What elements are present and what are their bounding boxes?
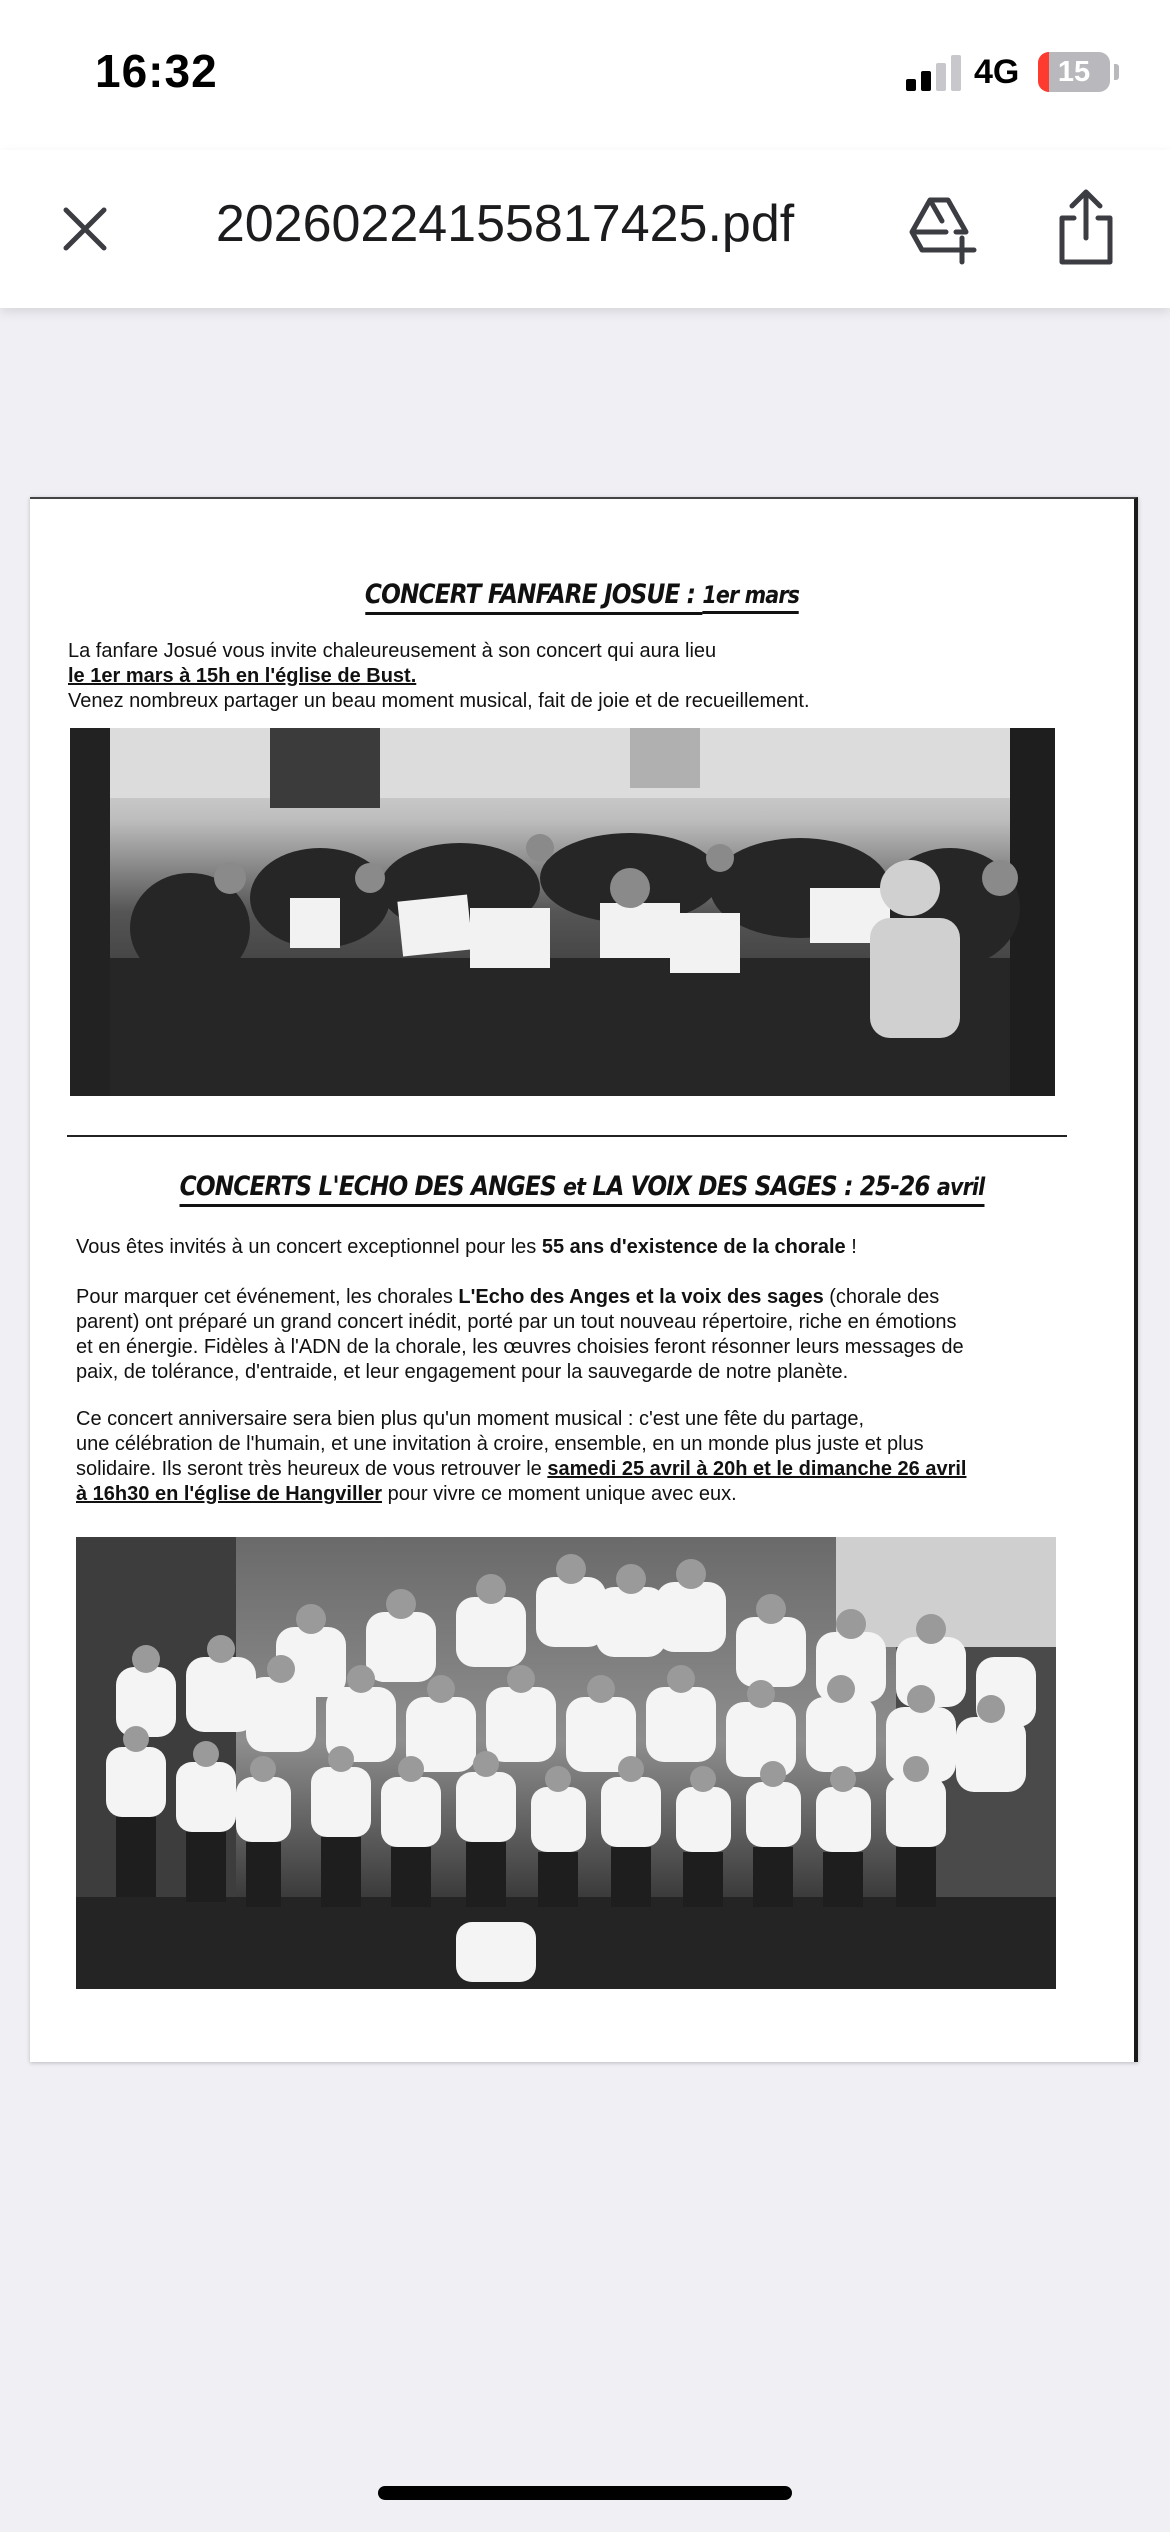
section2-paragraph1 <box>76 1235 857 1260</box>
signal-icon <box>906 55 962 91</box>
section2-p2-l3: et en énergie. Fidèles à l'ADN de la chorale, les œuvres choisies feront résonner leurs messages de <box>76 1336 964 1358</box>
section2-title <box>107 1171 1056 1202</box>
close-button[interactable] <box>50 194 120 264</box>
section2-p3-l2: une célébration de l'humain, et une invitation à croire, ensemble, en un monde plus juste et plus <box>76 1433 924 1455</box>
section-divider <box>67 1135 1067 1137</box>
section2-title-main: CONCERTS L'ECHO DES ANGES <box>180 1171 563 1207</box>
section2-p2-l2: parent) ont préparé un grand concert inédit, porté par un tout nouveau répertoire, riche en émotions <box>76 1311 957 1333</box>
section2-p2-l1b: L'Echo des Anges et la voix des sages <box>458 1286 824 1308</box>
section2-p3-l3a: solidaire. Ils seront très heureux de vous retrouver le <box>76 1458 548 1480</box>
section2-paragraph2 <box>76 1285 964 1385</box>
section2-p3-l4a: à 16h30 en l'église de Hangviller <box>76 1483 383 1505</box>
band-concert-image <box>70 728 1055 1096</box>
document-title: 20260224155817425.pdf <box>215 195 795 253</box>
section2-title-text <box>180 1171 985 1207</box>
pdf-page[interactable] <box>30 497 1138 2062</box>
section2-p3-l4b: pour vivre ce moment unique avec eux. <box>382 1483 737 1505</box>
section2-p3-l1: Ce concert anniversaire sera bien plus qu'un moment musical : c'est une fête du partage, <box>76 1408 865 1430</box>
network-type: 4G <box>974 53 1020 91</box>
signal-bar <box>921 71 931 91</box>
section1-title <box>107 579 1056 610</box>
section2-p2-l1a: Pour marquer cet événement, les chorales <box>76 1286 459 1308</box>
section1-line1: La fanfare Josué vous invite chaleureusement à son concert qui aura lieu <box>68 640 717 662</box>
section2-p1-b: 55 ans d'existence de la chorale <box>541 1236 846 1258</box>
status-time: 16:32 <box>95 45 218 97</box>
signal-bar <box>936 63 946 91</box>
section2-p3-l3b: samedi 25 avril à 20h et le dimanche 26 avril <box>547 1458 967 1480</box>
choir-image <box>76 1537 1056 1989</box>
battery-icon <box>1038 52 1110 92</box>
status-bar <box>0 0 1170 150</box>
section1-line2: le 1er mars à 15h en l'église de Bust. <box>68 665 417 687</box>
section2-title-rest: LA VOIX DES SAGES : 25-26 <box>585 1171 937 1202</box>
battery-cap <box>1114 64 1119 80</box>
section2-p2-l4: paix, de tolérance, d'entraide, et leur engagement pour la sauvegarde de notre planète. <box>76 1361 849 1383</box>
section2-p2-l1c: (chorale des <box>823 1286 940 1308</box>
section2-title-and: et <box>563 1173 586 1201</box>
add-to-drive-button[interactable] <box>900 188 980 268</box>
choir-photo <box>76 1537 1056 1989</box>
add-to-drive-icon <box>900 188 980 268</box>
section1-text <box>68 639 810 714</box>
pdf-viewer-toolbar <box>0 150 1170 308</box>
battery-level: 15 <box>1057 56 1091 88</box>
signal-bar <box>906 79 916 91</box>
section1-title-main: CONCERT FANFARE JOSUE : <box>365 579 702 615</box>
section1-line3: Venez nombreux partager un beau moment musical, fait de joie et de recueillement. <box>68 690 810 712</box>
section2-p1-a: Vous êtes invités à un concert exceptionnel pour les <box>76 1236 542 1258</box>
share-icon <box>1046 184 1126 270</box>
section1-title-date: 1er mars <box>702 581 799 614</box>
band-photo <box>70 728 1055 1096</box>
home-indicator[interactable] <box>378 2486 792 2500</box>
signal-bar <box>951 55 961 91</box>
section2-p1-c: ! <box>845 1236 857 1258</box>
share-button[interactable] <box>1046 184 1126 270</box>
close-icon <box>50 194 120 264</box>
section2-paragraph3 <box>76 1407 966 1507</box>
section2-title-month: avril <box>936 1173 985 1201</box>
